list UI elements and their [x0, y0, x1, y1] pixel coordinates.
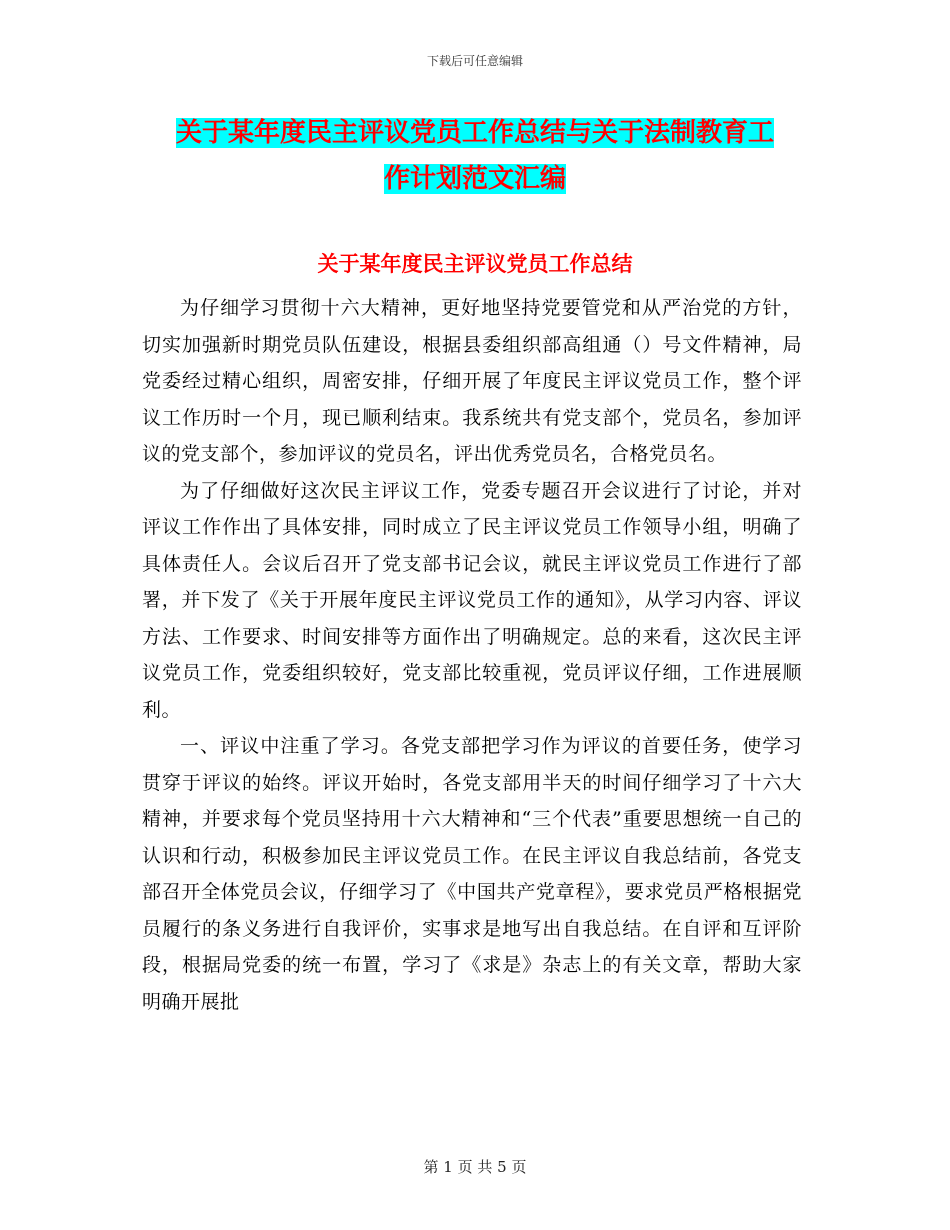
page-number-footer: 第 1 页 共 5 页 [423, 1158, 527, 1176]
body-paragraph-3: 一、评议中注重了学习。各党支部把学习作为评议的首要任务，使学习贯穿于评议的始终。评议开始时，各党支部用半天的时间仔细学习了十六大精神，并要求每个党员坚持用十六大精神和“三个代表”重要思想统一自己的认识和行动，积极参加民主评议党员工作。在民主评议自我总结前，各党支部召开全体党员会议，仔细学习了《中国共产党章程》，要求党员严格根据党员履行的条义务进行自我评价，实事求是地写出自我总结。在自评和互评阶段，根据局党委的统一布置，学习了《求是》杂志上的有关文章，帮助大家明确开展批 [142, 735, 802, 1013]
page-header-note: 下载后可任意编辑 [426, 54, 523, 68]
document-body [142, 290, 802, 1020]
body-paragraph-1: 为仔细学习贯彻十六大精神，更好地坚持党要管党和从严治党的方针，切实加强新时期党员队伍建设，根据县委组织部高组通（）号文件精神，局党委经过精心组织，周密安排，仔细开展了年度民主评议党员工作，整个评议工作历时一个月，现已顺利结束。我系统共有党支部个，党员名，参加评议的党支部个，参加评议的党员名，评出优秀党员名，合格党员名。 [142, 297, 802, 465]
body-paragraph-2: 为了仔细做好这次民主评议工作，党委专题召开会议进行了讨论，并对评议工作作出了具体安排，同时成立了民主评议党员工作领导小组，明确了具体责任人。会议后召开了党支部书记会议，就民主评议党员工作进行了部署，并下发了《关于开展年度民主评议党员工作的通知》，从学习内容、评议方法、工作要求、时间安排等方面作出了明确规定。总的来看，这次民主评议党员工作，党委组织较好，党支部比较重视，党员评议仔细，工作进展顺利。 [142, 479, 802, 721]
document-title [140, 110, 810, 202]
document-title-line-1: 关于某年度民主评议党员工作总结与关于法制教育工 [175, 118, 774, 148]
section-heading: 关于某年度民主评议党员工作总结 [317, 252, 633, 276]
document-title-line-2: 作计划范文汇编 [383, 164, 566, 194]
